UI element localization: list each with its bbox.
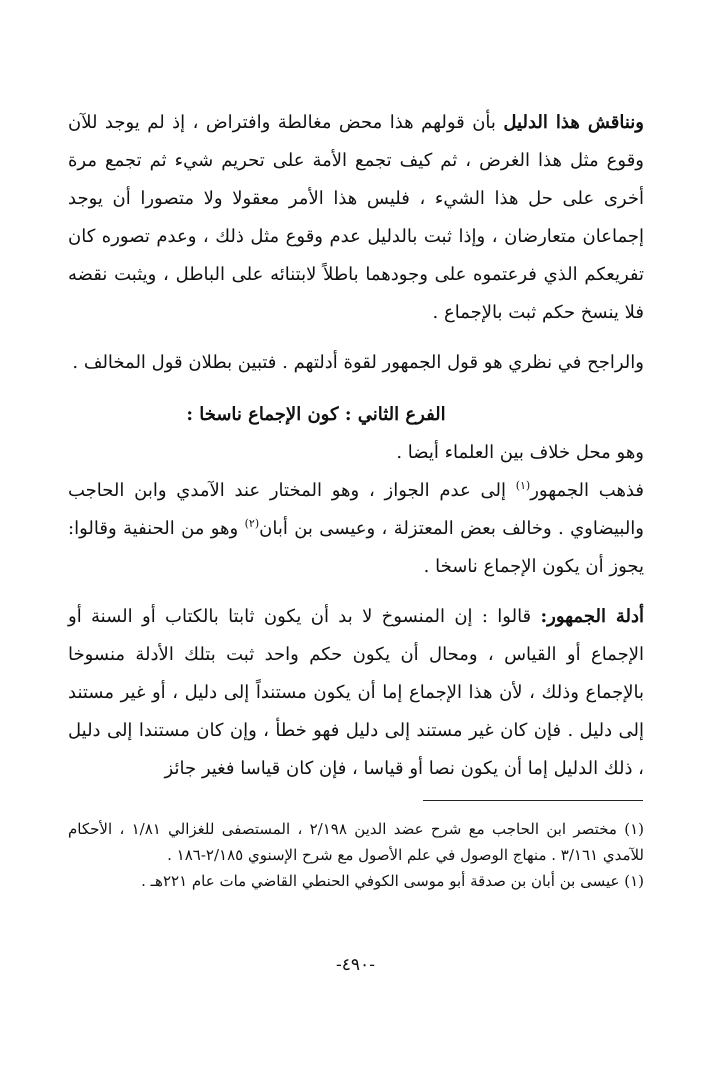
main-text (68, 104, 644, 788)
page-number: -٤٩٠- (336, 955, 375, 975)
paragraph-intro: وهو محل خلاف بين العلماء أيضا . (396, 442, 644, 463)
paragraph-text: قالوا : إن المنسوخ لا بد أن يكون ثابتا بالكتاب أو السنة أو الإجماع أو القياس ، ومحال أن يكون حكم واحد ثبت بتلك الأدلة منسوخا بالإجماع وذلك ، لأن هذا الإجماع إما أن يكون مستنداً إلى دليل ، أو غير مستند إلى دليل . فإن كان غير مستند إلى دليل فهو خطأ ، وإن كان مستندا إلى دليل ، ذلك الدليل إما أن يكون نصا أو قياسا ، فإن كان قياسا فغير جائز (68, 606, 644, 779)
paragraph-preferred-view: والراجح في نظري هو قول الجمهور لقوة أدلتهم . فتبين بطلان قول المخالف . (72, 352, 644, 373)
footnote-ref-1: (١) (515, 479, 531, 492)
paragraph-rebuttal (68, 104, 644, 332)
footnote-divider (423, 800, 643, 801)
footnote-ref-2: (٢) (244, 517, 260, 530)
paragraph-text: فذهب الجمهور (530, 480, 644, 501)
section-heading: الفرع الثاني : كون الإجماع ناسخا : (186, 404, 446, 425)
paragraph-text: وهو من الحنفية وقالوا: يجوز أن يكون الإجماع ناسخا . (68, 518, 644, 577)
footnotes (68, 816, 644, 894)
footnote-2: (١) عيسى بن أبان بن صدقة أبو موسى الكوفي الحنطي القاضي مات عام ٢٢١هـ . (141, 872, 644, 890)
paragraph-majority-evidence (68, 598, 644, 788)
paragraph-lead: ونناقش هذا الدليل (503, 112, 644, 133)
footnote-1: (١) مختصر ابن الحاجب مع شرح عضد الدين ٢/١٩٨ ، المستصفى للغزالي ١/٨١ ، الأحكام للآمدي ٣/١٦١ . منهاج الوصول في علم الأصول مع شرح الإسنوي ٢/١٨٥-١٨٦ . (68, 820, 644, 864)
paragraph-text: بأن قولهم هذا محض مغالطة وافتراض ، إذ لم يوجد للآن وقوع مثل هذا الغرض ، ثم كيف تجمع الأمة على تحريم شيء ثم تجمع مرة أخرى على حل هذا الشيء ، فليس هذا الأمر معقولا ولا متصورا أن يوجد إجماعان متعارضان ، وإذا ثبت بالدليل عدم وقوع مثل ذلك ، وعدم تصوره كان تفريعكم الذي فرعتموه على وجودهما باطلاً لابتنائه على الباطل ، ويثبت نقضه فلا ينسخ حكم ثبت بالإجماع . (68, 112, 644, 323)
paragraph-lead: أدلة الجمهور: (540, 606, 644, 627)
paragraph-text: إلى عدم الجواز ، وهو المختار عند الآمدي وابن الحاجب والبيضاوي . وخالف بعض المعتزلة ، وعيسى بن أبان (68, 480, 644, 539)
paragraph-majority-view (68, 472, 644, 586)
